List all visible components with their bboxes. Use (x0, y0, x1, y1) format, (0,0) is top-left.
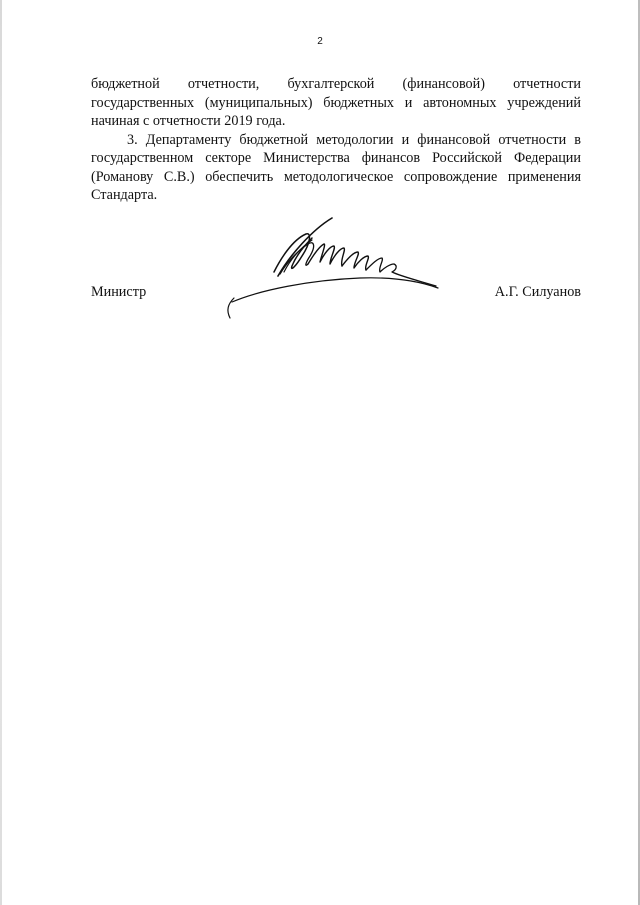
signer-name: А.Г. Силуанов (494, 284, 581, 300)
page-number: 2 (317, 36, 323, 47)
handwritten-signature (220, 210, 450, 325)
paragraph-continuation: бюджетной отчетности, бухгалтерской (финансовой) отчетности государственных (муниципальных) бюджетных и автономных учреждений начиная с отчетности 2019 года. (91, 76, 581, 129)
paragraph-item-3: 3. Департаменту бюджетной методологии и финансовой отчетности в государственном секторе Министерства финансов Российской Федерации (Романову С.В.) обеспечить методологическое сопровождение применения Стандарта. (91, 131, 581, 203)
position-title: Министр (91, 284, 147, 300)
